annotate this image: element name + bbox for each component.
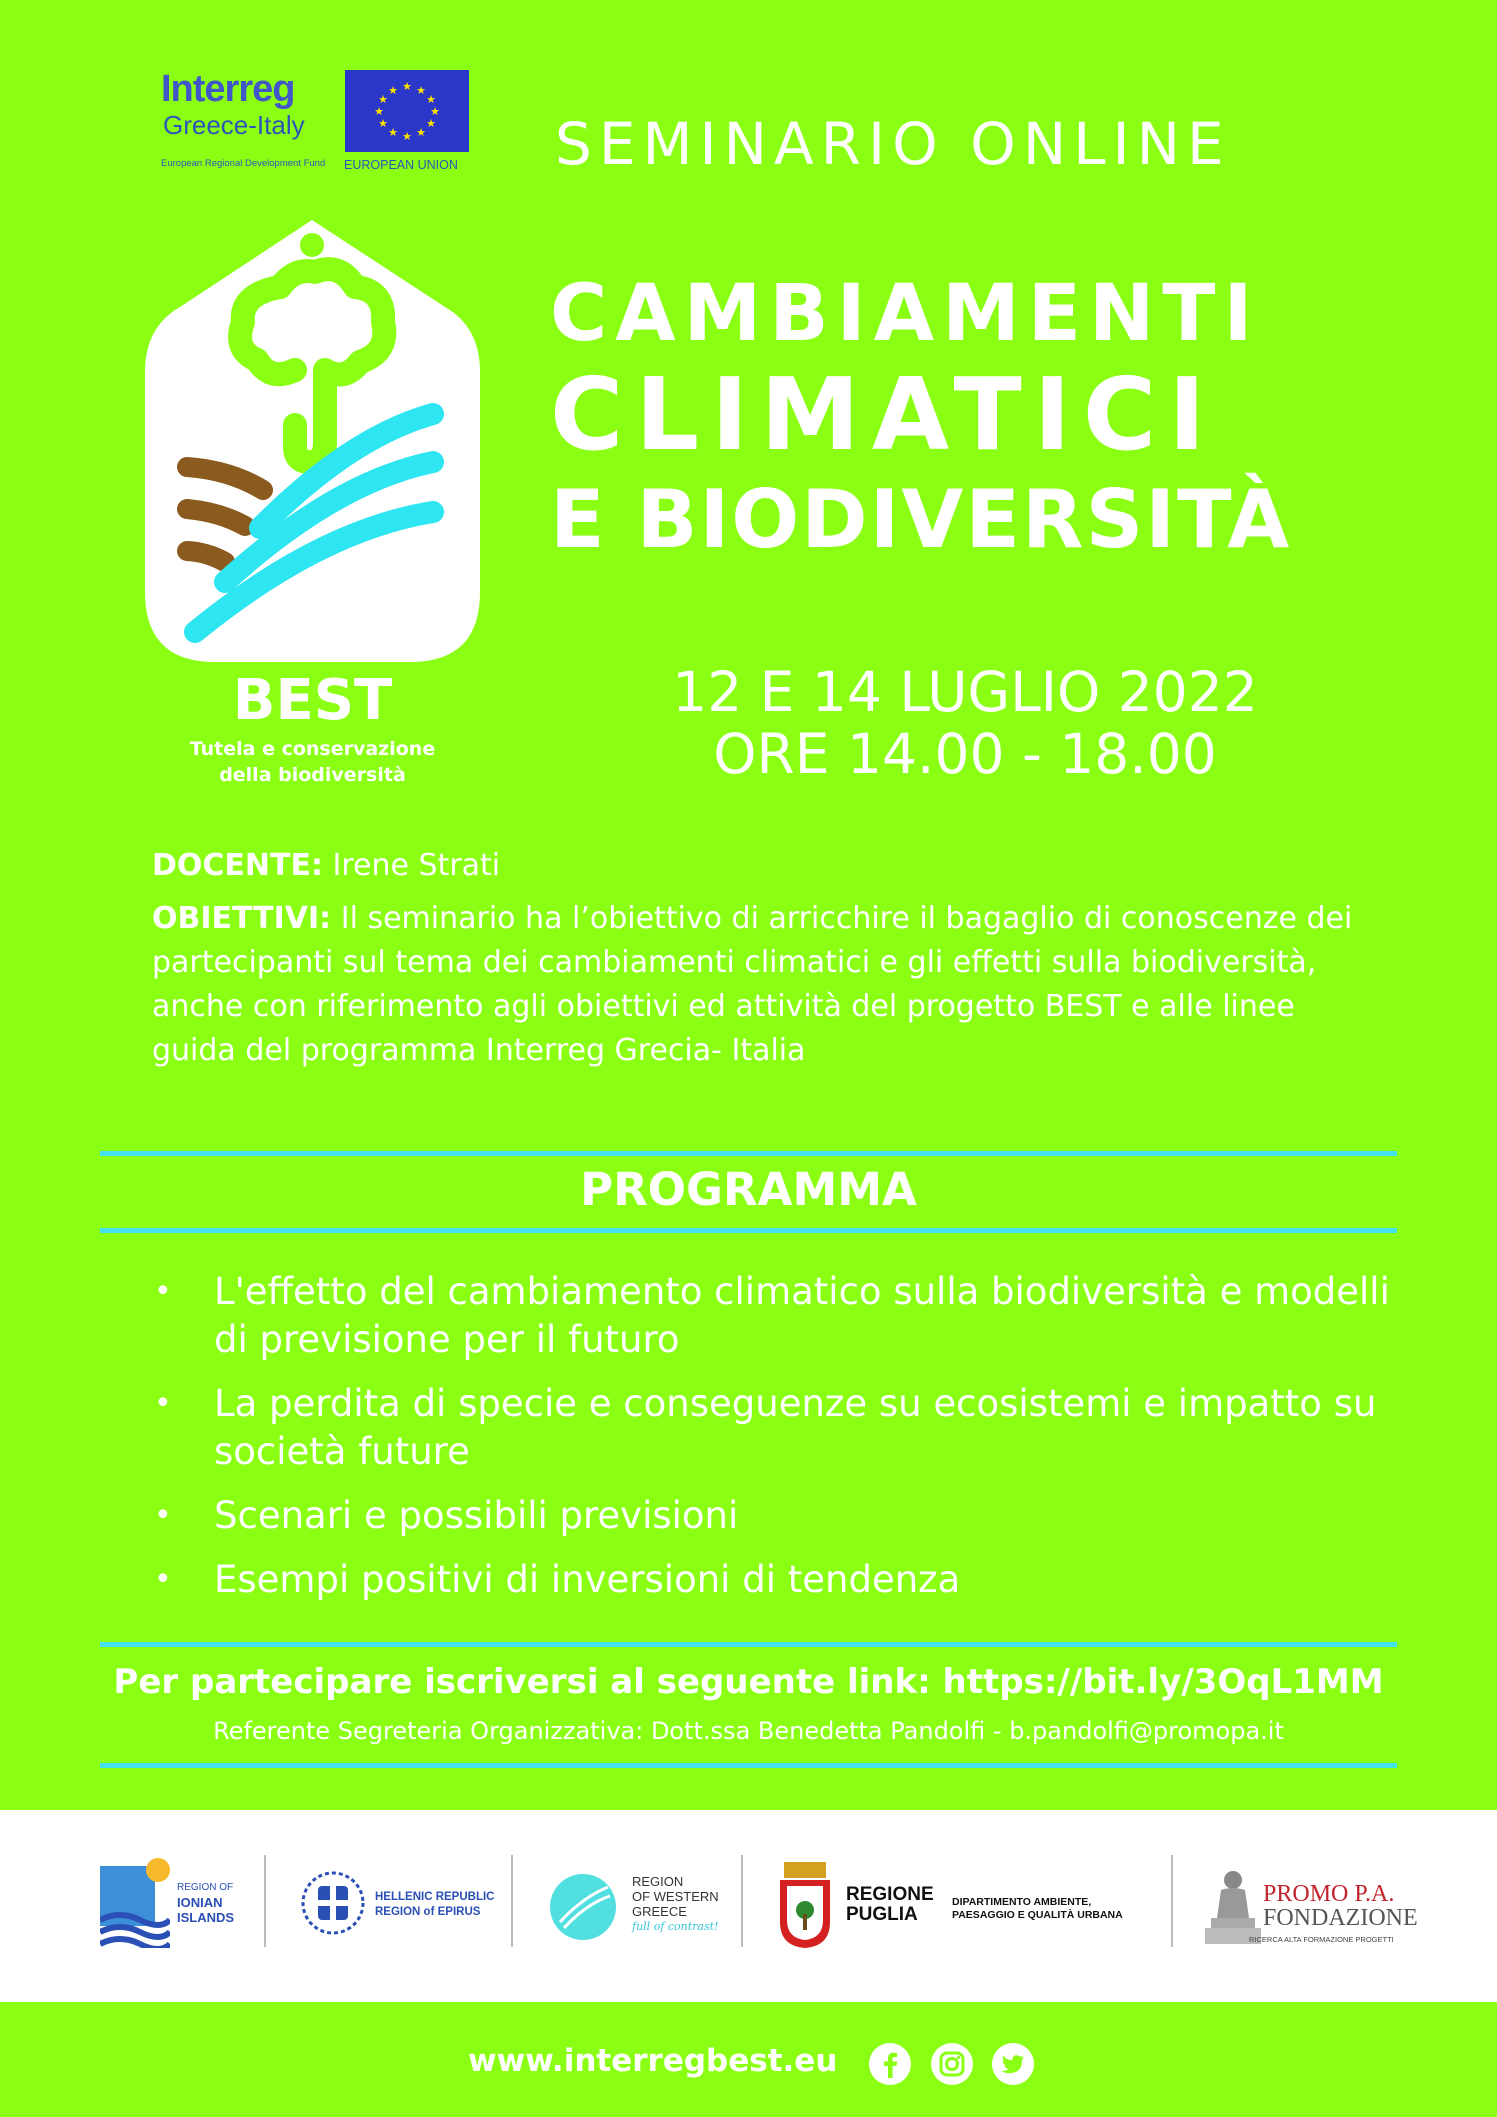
promo-pa-name: PROMO P.A. — [1263, 1881, 1395, 1907]
svg-text:★: ★ — [388, 126, 398, 139]
dipartimento-label: DIPARTIMENTO AMBIENTE, PAESAGGIO E QUALITÀ URBANA — [952, 1896, 1123, 1921]
best-logo-icon — [145, 212, 480, 662]
bullet: • — [154, 1562, 172, 1597]
interreg-logo — [155, 68, 470, 176]
promo-pa-tagline: RICERCA ALTA FORMAZIONE PROGETTI — [1249, 1935, 1394, 1944]
svg-text:★: ★ — [426, 93, 436, 106]
interreg-fund: European Regional Development Fund — [161, 158, 326, 169]
svg-text:★: ★ — [402, 80, 412, 93]
divider-line — [100, 1151, 1397, 1156]
svg-text:★: ★ — [378, 117, 388, 130]
logo-divider — [1171, 1855, 1173, 1947]
svg-text:★: ★ — [430, 105, 440, 118]
promo-pa-fondazione: FONDAZIONE — [1263, 1905, 1418, 1931]
list-item: • La perdita di specie e conseguenze su ecosistemi e impatto su società future — [154, 1382, 1377, 1473]
programma-list — [150, 1268, 1390, 1620]
bullet: • — [154, 1498, 172, 1533]
list-item: • Esempi positivi di inversioni di tendenza — [150, 1556, 1390, 1604]
title-line3: E BIODIVERSITÀ — [550, 473, 1292, 566]
obiettivi-text: Il seminario ha l’obiettivo di arricchire il bagaglio di conoscenze dei partecipanti sul tema dei cambiamenti climatici e gli effetti sulla biodiversità, anche con riferimento agli obiettivi ed attività del progetto BEST e alle linee guida del programma Interreg Grecia- Italia — [152, 901, 1353, 1068]
svg-text:★: ★ — [402, 130, 412, 143]
ionian-islands-label: REGION OF IONIAN ISLANDS — [177, 1882, 235, 1925]
docente-value: Irene Strati — [332, 848, 501, 883]
list-item: • L'effetto del cambiamento climatico sulla biodiversità e modelli di previsione per il futuro — [154, 1270, 1390, 1361]
logo-divider — [511, 1855, 513, 1947]
svg-text:★: ★ — [416, 84, 426, 97]
eu-flag-icon — [345, 70, 469, 152]
programma-heading: PROGRAMMA — [580, 1163, 917, 1216]
western-greece-tagline: full of contrast! — [632, 1920, 719, 1933]
divider-line — [100, 1228, 1397, 1233]
interreg-subtitle: Greece-Italy — [163, 110, 305, 140]
logo-divider — [741, 1855, 743, 1947]
best-subtitle-line2: della biodiversità — [219, 764, 406, 786]
obiettivi-label: OBIETTIVI: — [152, 901, 332, 936]
registration-link[interactable]: Per partecipare iscriversi al seguente link: https://bit.ly/3OqL1MM — [113, 1662, 1384, 1702]
bullet: • — [154, 1274, 172, 1309]
schedule-dates: 12 E 14 LUGLIO 2022 — [672, 660, 1258, 724]
eu-label: EUROPEAN UNION — [344, 158, 458, 172]
list-item: • Scenari e possibili previsioni — [150, 1492, 1390, 1540]
title-line2: CLIMATICI — [550, 356, 1218, 473]
best-name: BEST — [232, 668, 393, 733]
divider-line — [100, 1763, 1397, 1768]
western-greece-label: REGION OF WESTERN GREECE — [632, 1874, 719, 1919]
puglia-label: REGIONE PUGLIA — [846, 1884, 934, 1925]
western-greece-logo-icon — [548, 1872, 618, 1942]
website-link[interactable]: www.interregbest.eu — [468, 2043, 838, 2079]
bullet: • — [154, 1386, 172, 1421]
facebook-icon[interactable] — [868, 2042, 912, 2086]
partner-logos — [0, 1810, 1497, 2002]
referente-contact: Referente Segreteria Organizzativa: Dott.ssa Benedetta Pandolfi - b.pandolfi@promopa.it — [213, 1717, 1284, 1745]
epirus-label: HELLENIC REPUBLIC REGION of EPIRUS — [375, 1891, 495, 1918]
svg-text:★: ★ — [426, 117, 436, 130]
twitter-icon[interactable] — [991, 2042, 1035, 2086]
svg-text:★: ★ — [378, 93, 388, 106]
docente — [152, 848, 500, 883]
divider-line — [100, 1642, 1397, 1647]
svg-text:★: ★ — [388, 84, 398, 97]
seminar-type: SEMINARIO ONLINE — [555, 110, 1231, 178]
hellenic-emblem-icon — [300, 1870, 366, 1936]
promo-pa-statue-icon — [1203, 1868, 1261, 1944]
instagram-icon[interactable] — [930, 2042, 974, 2086]
svg-text:★: ★ — [374, 105, 384, 118]
obiettivi — [152, 897, 1382, 1073]
schedule-hours: ORE 14.00 - 18.00 — [713, 721, 1217, 786]
ionian-islands-logo-icon — [100, 1858, 170, 1948]
svg-text:★: ★ — [416, 126, 426, 139]
puglia-coat-of-arms-icon — [778, 1862, 832, 1948]
logo-divider — [264, 1855, 266, 1947]
docente-label: DOCENTE: — [152, 848, 323, 883]
interreg-brand: Interreg — [161, 68, 295, 110]
title-line1: CAMBIAMENTI — [550, 269, 1261, 359]
best-subtitle-line1: Tutela e conservazione — [189, 738, 436, 760]
schedule — [560, 662, 1370, 785]
